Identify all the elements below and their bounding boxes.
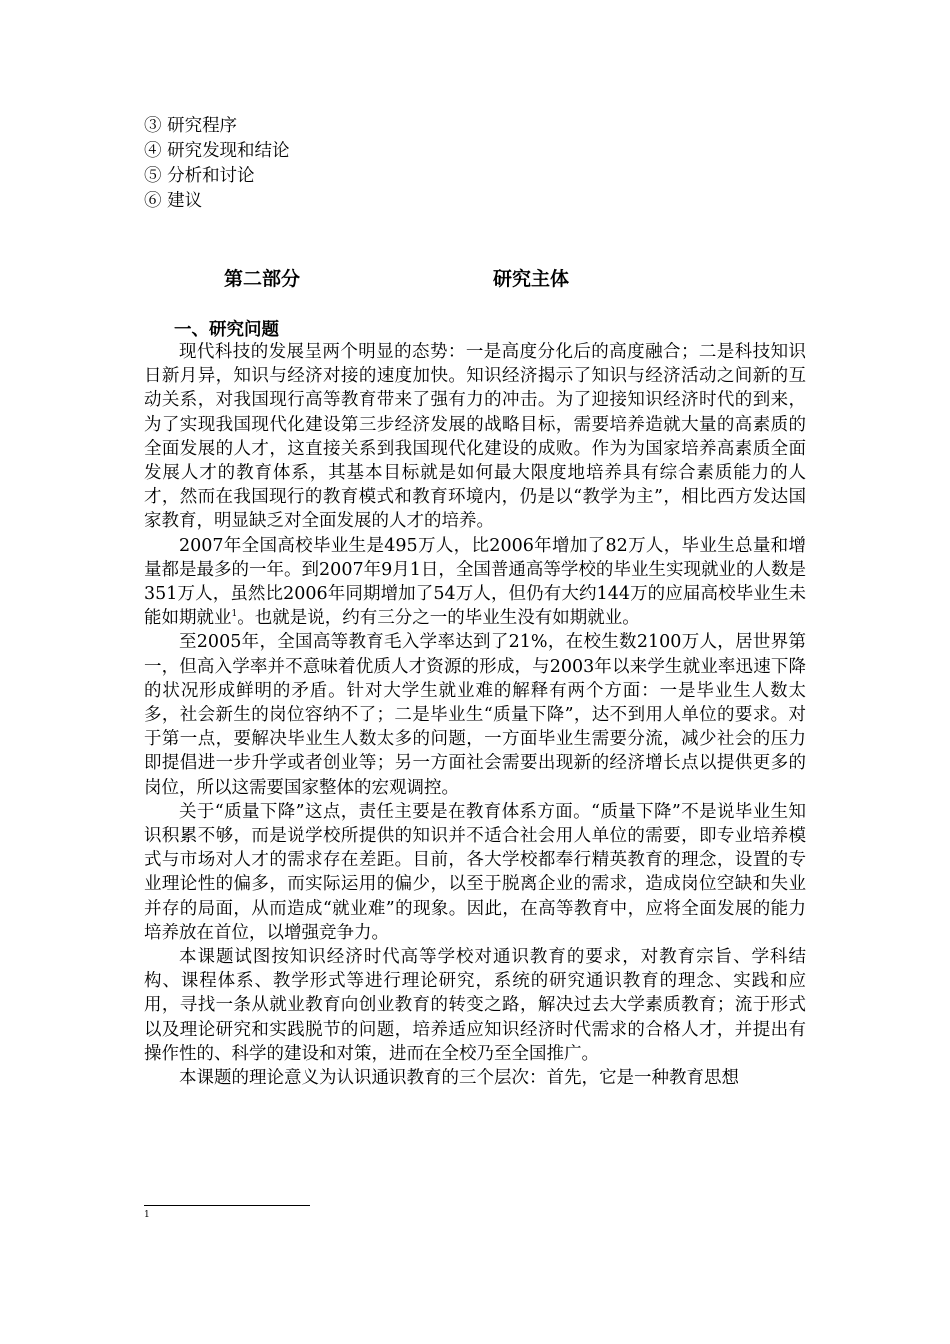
body-text [144, 340, 806, 1090]
footnote-ref[interactable]: 1 [231, 609, 238, 620]
list-item: ⑥ 建议 [144, 191, 203, 211]
part-title: 研究主体 [493, 268, 570, 290]
list-item: ③ 研究程序 [144, 116, 238, 136]
paragraph: 关于“质量下降”这点，责任主要是在教育体系方面。“质量下降”不是说毕业生知识积累不够，而是说学校所提供的知识并不适合社会用人单位的需要，即专业培养模式与市场对人才的需求存在差距。目前，各大学校都奉行精英教育的理念，设置的专业理论性的偏多，而实际运用的偏少，以至于脱离企业的需求，造成岗位空缺和失业并存的局面，从而造成“就业难”的现象。因此，在高等教育中，应将全面发展的能力培养放在首位，以增强竞争力。 [144, 801, 806, 943]
paragraph: 本课题的理论意义为认识通识教育的三个层次：首先，它是一种教育思想 [179, 1068, 739, 1089]
section-heading: 一、研究问题 [174, 320, 279, 340]
footnote-marker: 1 [144, 1210, 150, 1220]
paragraph: 2007年全国高校毕业生是495万人，比2006年增加了82万人，毕业生总量和增量都是最多的一年。到2007年9月1日，全国普通高等学校的毕业生实现就业的人数是351万人，虽然比2006年同期增加了54万人，但仍有大约144万的应届高校毕业生未能如期就业$^1$。也就是说，约有三分之一的毕业生没有如期就业。 [144, 535, 806, 629]
paragraph: 本课题试图按知识经济时代高等学校对通识教育的要求，对教育宗旨、学科结构、课程体系、教学形式等进行理论研究，系统的研究通识教育的理念、实践和应用，寻找一条从就业教育向创业教育的转变之路，解决过去大学素质教育；流于形式以及理论研究和实践脱节的问题，培养适应知识经济时代需求的合格人才，并提出有操作性的、科学的建设和对策，进而在全校乃至全国推广。 [144, 947, 806, 1064]
part-label: 第二部分 [224, 268, 301, 290]
procedure-list [144, 114, 290, 214]
footnote-divider [144, 1205, 310, 1206]
paragraph: 至2005年，全国高等教育毛入学率达到了21%，在校生数2100万人，居世界第一，但高入学率并不意味着优质人才资源的形成，与2003年以来学生就业率迅速下降的状况形成鲜明的矛盾。针对大学生就业难的解释有两个方面：一是毕业生人数太多，社会新生的岗位容纳不了；二是毕业生“质量下降”，达不到用人单位的要求。对于第一点，要解决毕业生人数太多的问题，一方面毕业生需要分流，减少社会的压力即提倡进一步升学或者创业等；另一方面社会需要出现新的经济增长点以提供更多的岗位，所以这需要国家整体的宏观调控。 [144, 632, 806, 798]
list-item: ④ 研究发现和结论 [144, 141, 290, 161]
list-item: ⑤ 分析和讨论 [144, 166, 255, 186]
paragraph: 现代科技的发展呈两个明显的态势：一是高度分化后的高度融合；二是科技知识日新月异，知识与经济对接的速度加快。知识经济揭示了知识与经济活动之间新的互动关系，对我国现行高等教育带来了强有力的冲击。为了迎接知识经济时代的到来，为了实现我国现代化建设第三步经济发展的战略目标，需要培养造就大量的高素质的全面发展的人才，这直接关系到我国现代化建设的成败。作为为国家培养高素质全面发展人才的教育体系，其基本目标就是如何最大限度地培养具有综合素质能力的人才，然而在我国现行的教育模式和教育环境内，仍是以“教学为主”，相比西方发达国家教育，明显缺乏对全面发展的人才的培养。 [144, 342, 806, 532]
